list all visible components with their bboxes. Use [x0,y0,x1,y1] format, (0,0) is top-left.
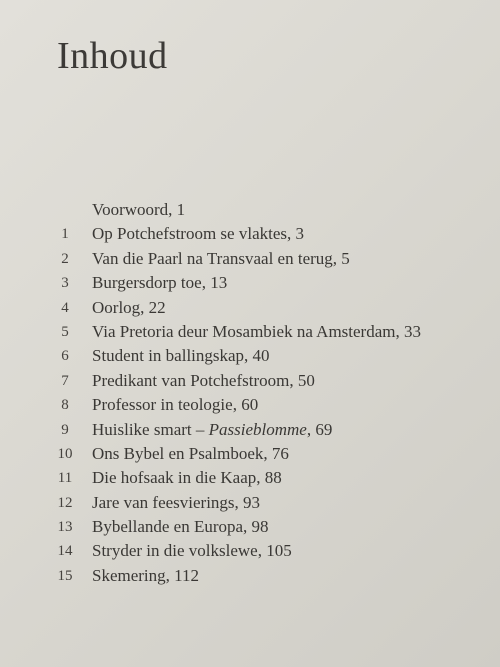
page-title: Inhoud [57,35,168,77]
chapter-title: Bybellande en Europa, 98 [92,517,269,537]
chapter-number: 9 [61,421,69,438]
toc-entry [0,393,500,417]
toc-entry [0,271,500,295]
chapter-title: Stryder in die volkslewe, 105 [92,541,292,561]
chapter-title: Huislike smart – Passieblomme, 69 [92,419,333,439]
chapter-number: 5 [61,323,69,340]
toc-entry [0,564,500,588]
toc-entry [0,296,500,320]
chapter-title: Die hofsaak in die Kaap, 88 [92,468,282,488]
toc-entry [0,442,500,466]
toc-entry [0,466,500,490]
chapter-title: Ons Bybel en Psalmboek, 76 [92,443,289,463]
toc-entry [0,515,500,539]
chapter-number: 13 [57,519,73,536]
chapter-number: 2 [61,250,69,267]
chapter-number: 4 [61,299,69,316]
chapter-number: 1 [61,226,69,243]
chapter-title: Predikant van Potchefstroom, 50 [92,370,315,390]
chapter-number: 10 [57,445,73,462]
chapter-number: 15 [57,567,73,584]
toc-entry [0,369,500,393]
chapter-number: 6 [61,348,69,365]
chapter-title: Professor in teologie, 60 [92,395,259,415]
chapter-title: Skemering, 112 [92,565,200,585]
chapter-number: 14 [57,543,73,560]
chapter-title: Student in ballingskap, 40 [92,346,270,366]
toc-entry [0,247,500,271]
chapter-number: 7 [61,372,69,389]
toc-entry [0,491,500,515]
chapter-title: Jare van feesvierings, 93 [92,492,261,512]
chapter-title: Oorlog, 22 [92,297,166,317]
chapter-title: Van die Paarl na Transvaal en terug, 5 [92,248,350,268]
toc-entry [0,418,500,442]
chapter-title: Voorwoord, 1 [92,200,186,219]
table-of-contents [0,198,500,588]
chapter-number: 3 [61,275,69,292]
toc-entry [0,539,500,563]
chapter-number: 8 [61,397,69,414]
chapter-title: Via Pretoria deur Mosambiek na Amsterdam, 33 [92,321,421,341]
toc-entry [0,222,500,246]
chapter-title: Burgersdorp toe, 13 [92,273,228,293]
toc-entry [0,198,500,222]
toc-entry [0,320,500,344]
chapter-title: Op Potchefstroom se vlaktes, 3 [92,224,304,244]
chapter-number: 11 [57,470,73,487]
toc-entry [0,344,500,368]
chapter-number: 12 [57,494,73,511]
